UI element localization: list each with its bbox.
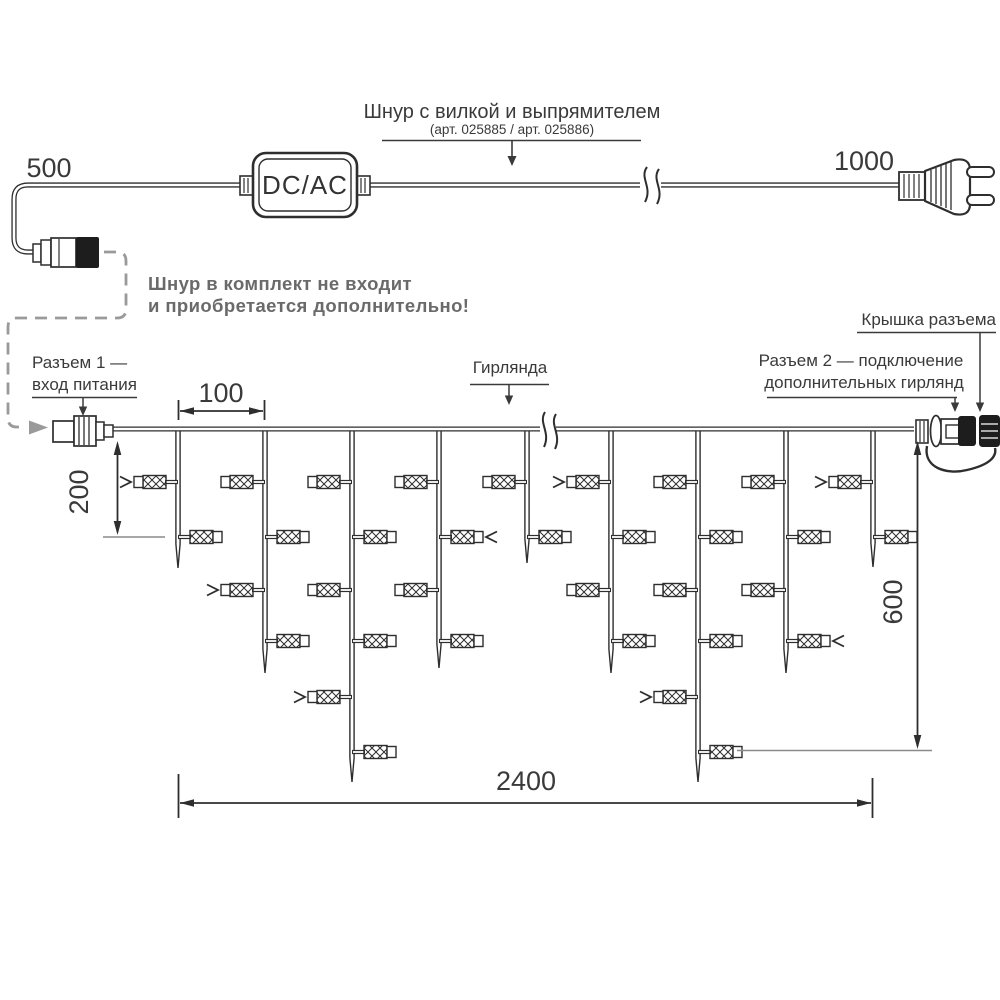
lamp-pointer-icon <box>207 585 218 596</box>
dim-600: 600 <box>878 579 908 625</box>
dim-100-group <box>179 378 265 420</box>
power-plug-icon <box>899 159 994 214</box>
cord-break-icon <box>644 167 659 204</box>
cap-label: Крышка разъема <box>861 310 996 329</box>
lamp-body <box>364 746 387 759</box>
lamp <box>742 584 786 597</box>
lamp <box>698 635 742 648</box>
lamp-cap <box>308 692 317 703</box>
lamp-body <box>317 584 340 597</box>
lamp-pointer-icon <box>120 477 131 488</box>
cord-subtitle: (арт. 025885 / арт. 025886) <box>429 122 595 137</box>
note-line2: и приобретается дополнительно! <box>148 295 470 316</box>
lamp <box>395 584 439 597</box>
lamp-cap <box>213 532 222 543</box>
lamp-body <box>404 476 427 489</box>
lamp-body <box>277 531 300 544</box>
cord-end-connector <box>33 237 99 268</box>
lamp-pointer-icon <box>815 477 826 488</box>
garland-drop <box>742 431 844 673</box>
lamp-body <box>451 531 474 544</box>
garland-drop <box>294 431 396 782</box>
lamp <box>439 635 483 648</box>
lamp <box>352 746 396 759</box>
garland-drop <box>815 431 917 567</box>
dcac-label: DC/AC <box>262 170 348 200</box>
lamp <box>611 531 655 544</box>
cord-title: Шнур с вилкой и выпрямителем <box>363 101 661 123</box>
drop-strand <box>871 431 875 567</box>
lamp <box>308 584 352 597</box>
lamp-cap <box>221 585 230 596</box>
dashed-cord-path <box>8 252 126 435</box>
dim-200: 200 <box>64 469 94 515</box>
lamp <box>640 691 698 704</box>
lamp-cap <box>742 585 751 596</box>
lamp <box>742 476 786 489</box>
lamp <box>654 584 698 597</box>
connector2-body <box>958 416 976 446</box>
lamp-body <box>798 635 821 648</box>
connector1 <box>53 416 113 446</box>
lamp-cap <box>308 585 317 596</box>
lamp-body <box>663 691 686 704</box>
lamp-cap <box>562 532 571 543</box>
lamp <box>265 635 309 648</box>
garland-drop <box>395 431 497 668</box>
lamp-body <box>143 476 166 489</box>
garland-wire <box>113 412 914 449</box>
lamp <box>786 635 844 648</box>
lamp-body <box>710 635 733 648</box>
lamp-cap <box>829 477 838 488</box>
connector2-label-line1: Разъем 2 — подключение <box>758 351 964 370</box>
lamp-body <box>663 584 686 597</box>
lamp-body <box>710 531 733 544</box>
lamp-body <box>576 584 599 597</box>
garland-drop <box>120 431 222 568</box>
lamp-cap <box>733 636 742 647</box>
lamp-body <box>710 746 733 759</box>
lamp-cap <box>474 636 483 647</box>
garland-drop <box>483 431 571 563</box>
lamp-body <box>492 476 515 489</box>
lamp-pointer-icon <box>486 532 497 543</box>
lamp-body <box>364 635 387 648</box>
lamp <box>786 531 830 544</box>
lamp-cap <box>308 477 317 488</box>
lamp <box>221 476 265 489</box>
callout-arrowhead <box>508 156 517 166</box>
lamp-body <box>798 531 821 544</box>
dim-2400-group <box>179 766 873 818</box>
lamp-body <box>404 584 427 597</box>
connector2-label-line2: дополнительных гирлянд <box>764 373 964 392</box>
dim-2400: 2400 <box>495 766 557 796</box>
lamp-cap <box>387 636 396 647</box>
lamp <box>178 531 222 544</box>
lamp-body <box>317 691 340 704</box>
lamp-body <box>230 476 253 489</box>
lamp-cap <box>654 477 663 488</box>
lamp-cap <box>742 477 751 488</box>
garland-drop <box>553 431 655 673</box>
garland-callout <box>470 358 549 405</box>
dcac-converter <box>240 153 370 217</box>
dim-100: 100 <box>198 378 244 408</box>
drop-strand <box>609 431 613 673</box>
drop-strand <box>525 431 529 563</box>
lamp-cap <box>300 532 309 543</box>
lamp <box>698 746 742 759</box>
lamp-body <box>539 531 562 544</box>
lamp-cap <box>646 636 655 647</box>
lamp-body <box>451 635 474 648</box>
lamp-cap <box>221 477 230 488</box>
lamp-cap <box>821 532 830 543</box>
lamp-body <box>751 476 774 489</box>
drop-strand <box>176 431 180 568</box>
lamp-pointer-icon <box>294 692 305 703</box>
lamp-body <box>623 635 646 648</box>
lamp-cap <box>567 585 576 596</box>
lamp-cap <box>483 477 492 488</box>
wire-break-icon <box>543 412 557 449</box>
lamp-cap <box>733 532 742 543</box>
connector-cap <box>979 415 1000 447</box>
drop-strand <box>263 431 267 673</box>
lamp-body <box>663 476 686 489</box>
lamp-cap <box>474 532 483 543</box>
connector1-label-line2: вход питания <box>32 375 137 394</box>
lamp-body <box>838 476 861 489</box>
lamp <box>265 531 309 544</box>
lamp <box>654 476 698 489</box>
lamp-cap <box>821 636 830 647</box>
lamp-body <box>190 531 213 544</box>
lamp-body <box>751 584 774 597</box>
garland-label: Гирлянда <box>472 358 548 377</box>
lamp <box>815 476 873 489</box>
lamp-cap <box>387 532 396 543</box>
lamp <box>120 476 178 489</box>
connector2 <box>916 415 1000 472</box>
lamp-pointer-icon <box>640 692 651 703</box>
dashed-arrowhead <box>29 421 48 435</box>
lamp <box>483 476 527 489</box>
lamp-body <box>277 635 300 648</box>
lamp-cap <box>908 532 917 543</box>
dim-1000: 1000 <box>833 146 895 176</box>
lamp-cap <box>395 585 404 596</box>
lamp-body <box>364 531 387 544</box>
lamp <box>567 584 611 597</box>
lamp <box>553 476 611 489</box>
lamp-cap <box>567 477 576 488</box>
lamp <box>873 531 917 544</box>
lamp-pointer-icon <box>553 477 564 488</box>
lamp-body <box>230 584 253 597</box>
connector1-label-line1: Разъем 1 — <box>32 353 128 372</box>
lamp-cap <box>387 747 396 758</box>
drop-strand <box>784 431 788 673</box>
lamp <box>611 635 655 648</box>
lamp-cap <box>300 636 309 647</box>
lamp <box>439 531 497 544</box>
garland-drop <box>207 431 309 673</box>
drop-strand <box>437 431 441 668</box>
dim-500: 500 <box>26 153 72 183</box>
lamp <box>352 531 396 544</box>
lamp-cap <box>395 477 404 488</box>
power-cord <box>14 167 899 252</box>
connector1-callout <box>32 353 137 416</box>
lamp-body <box>317 476 340 489</box>
lamp <box>207 584 265 597</box>
note-line1: Шнур в комплект не входит <box>148 273 412 294</box>
lamp-body <box>576 476 599 489</box>
cord-title-callout <box>364 101 661 166</box>
lamp <box>698 531 742 544</box>
lamp <box>352 635 396 648</box>
lamp-body <box>885 531 908 544</box>
lamp-cap <box>646 532 655 543</box>
lamp-cap <box>654 585 663 596</box>
lamp-body <box>623 531 646 544</box>
lamp-cap <box>134 477 143 488</box>
lamp-cap <box>733 747 742 758</box>
lamp <box>294 691 352 704</box>
lamp <box>527 531 571 544</box>
lamp-pointer-icon <box>833 636 844 647</box>
connector2-callout <box>759 351 964 412</box>
garland-drop <box>640 431 742 782</box>
lamp <box>395 476 439 489</box>
lamp-cap <box>654 692 663 703</box>
note-text <box>148 273 469 316</box>
lamp <box>308 476 352 489</box>
garland-drops <box>120 431 917 782</box>
connector-black-cap <box>76 237 99 268</box>
